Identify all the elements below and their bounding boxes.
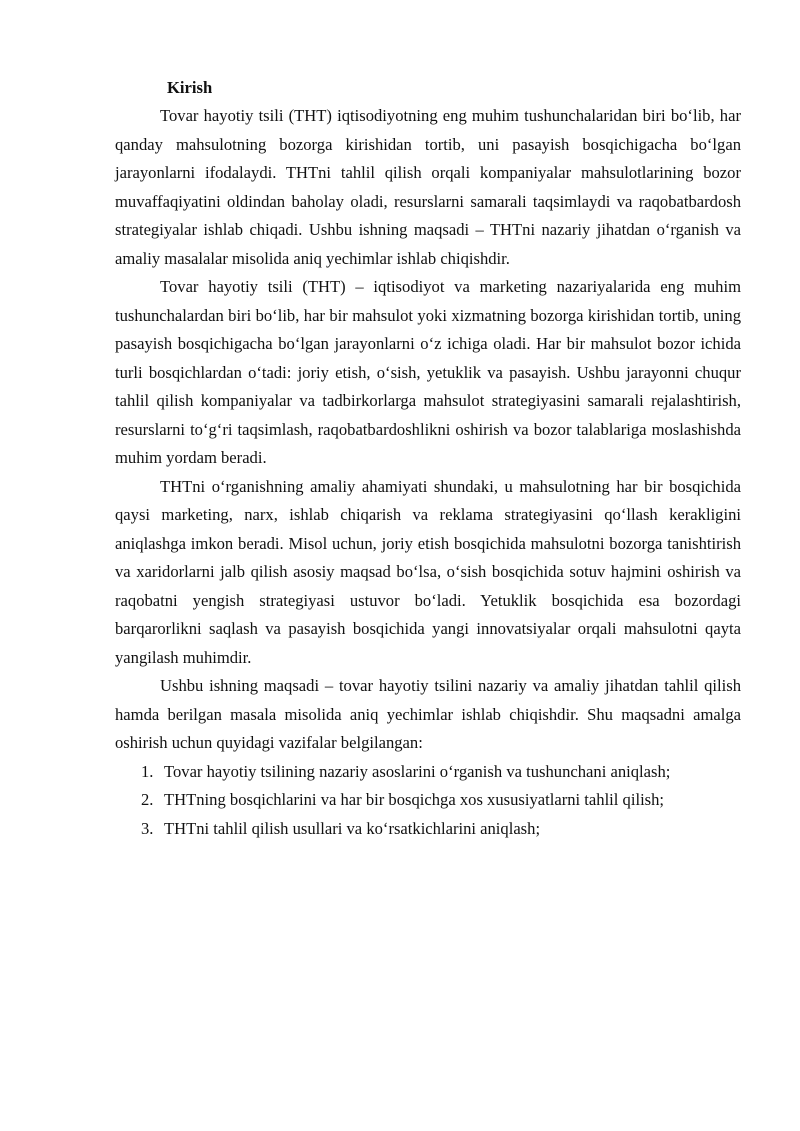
list-item-text: THTning bosqichlarini va har bir bosqichga xos xususiyatlarni tahlil qilish;: [164, 790, 665, 809]
paragraph-intro: Tovar hayotiy tsili (THT) iqtisodiyotning eng muhim tushunchalaridan biri bo‘lib, har qanday mahsulotning bozorga kirishidan tortib, uni pasayish bosqichigacha bo‘lgan jarayonlarni ifodalaydi. THTni tahlil qilish orqali kompaniyalar mahsulotlarining bozor muvaffaqiyatini oldindan baholay oladi, resurslarni samarali taqsimlaydi va raqobatbardosh strategiyalar ishlab chiqadi. Ushbu ishning maqsadi – THTni nazariy jihatdan o‘rganish va amaliy masalalar misolida aniq yechimlar ishlab chiqishdir.: [115, 106, 741, 268]
list-item-number: 1.: [141, 761, 154, 781]
section-heading: Kirish: [167, 78, 213, 97]
paragraph-practical-importance: THTni o‘rganishning amaliy ahamiyati shundaki, u mahsulotning har bir bosqichida qaysi marketing, narx, ishlab chiqarish va reklama strategiyasini qo‘llash kerakligini aniqlashga imkon beradi. Misol uchun, joriy etish bosqichida mahsulotni bozorga tanishtirish va xaridorlarni jalb qilish asosiy maqsad bo‘lsa, o‘sish bosqichida sotuv hajmini oshirish va raqobatni yengish strategiyasi ustuvor bo‘ladi. Yetuklik bosqichida esa bozordagi barqarorlikni saqlash va pasayish bosqichida yangi innovatsiyalar orqali mahsulotni qayta yangilash muhimdir.: [115, 476, 741, 667]
paragraph-definition: Tovar hayotiy tsili (THT) – iqtisodiyot va marketing nazariyalarida eng muhim tushunchalardan biri bo‘lib, har bir mahsulot yoki xizmatning bozorga kirishidan tortib, uning pasayish bosqichigacha bo‘lgan jarayonlarni o‘z ichiga oladi. Har bir mahsulot bozor ichida turli bosqichlardan o‘tadi: joriy etish, o‘sish, yetuklik va pasayish. Ushbu jarayonni chuqur tahlil qilish kompaniyalar va tadbirkorlarga mahsulot strategiyasini samarali rejalashtirish, resurslarni to‘g‘ri taqsimlash, raqobatbardoshlikni oshirish va bozor talablariga moslashishda muhim yordam beradi.: [115, 277, 741, 467]
list-item-text: Tovar hayotiy tsilining nazariy asoslarini o‘rganish va tushunchani aniqlash;: [164, 761, 671, 781]
list-item-text: THTni tahlil qilish usullari va ko‘rsatkichlarini aniqlash;: [164, 818, 541, 838]
list-item: [141, 815, 741, 844]
list-item: [141, 758, 741, 787]
paragraph-goal: Ushbu ishning maqsadi – tovar hayotiy tsilini nazariy va amaliy jihatdan tahlil qilish hamda berilgan masala misolida aniq yechimlar ishlab chiqishdir. Shu maqsadni amalga oshirish uchun quyidagi vazifalar belgilangan:: [115, 676, 741, 752]
list-item-number: 2.: [141, 790, 154, 809]
tasks-list: [115, 758, 741, 844]
document-page: [115, 74, 741, 843]
list-item: [141, 786, 741, 815]
list-item-number: 3.: [141, 818, 154, 838]
